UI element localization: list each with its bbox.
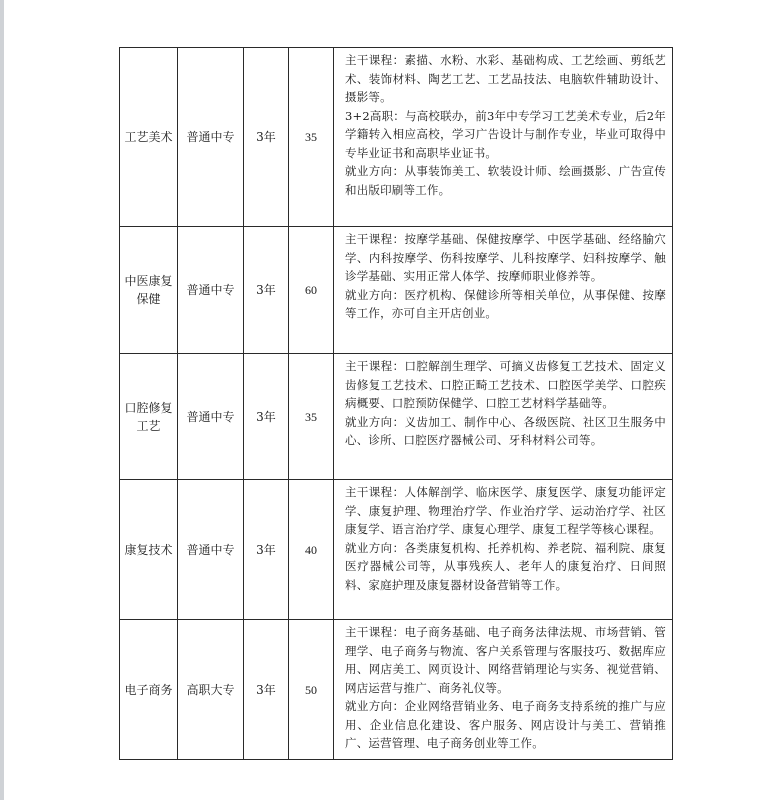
major-name: 中医康复保健 (120, 227, 178, 354)
major-name: 康复技术 (120, 480, 178, 620)
program-years: 3年 (244, 227, 289, 354)
description-paragraph: 就业方向：从事装饰美工、软装设计师、绘画摄影、广告宣传和出版印刷等工作。 (345, 164, 666, 197)
table-row (120, 48, 673, 227)
description-paragraph: 主干课程：电子商务基础、电子商务法律法规、市场营销、管理学、电子商务与物流、客户关系管理与客服技巧、数据库应用、网店美工、网页设计、网络营销理论与实务、视觉营销、网店运营与推广、商务礼仪等。 (345, 625, 666, 695)
table-row (120, 227, 673, 354)
program-description (334, 620, 673, 760)
description-paragraph: 3+2高职：与高校联办，前3年中专学习工艺美术专业，后2年学籍转入相应高校，学习广告设计与制作专业，毕业可取得中专毕业证书和高职毕业证书。 (345, 108, 666, 160)
major-name: 工艺美术 (120, 48, 178, 227)
enrollment-quota: 40 (289, 480, 334, 620)
major-name: 口腔修复工艺 (120, 354, 178, 480)
program-description (334, 227, 673, 354)
program-table (119, 47, 673, 760)
table-row (120, 620, 673, 760)
enrollment-quota: 60 (289, 227, 334, 354)
description-paragraph: 就业方向：义齿加工、制作中心、各级医院、社区卫生服务中心、诊所、口腔医疗器械公司、牙科材料公司等。 (345, 414, 666, 447)
program-years: 3年 (244, 354, 289, 480)
program-level: 普通中专 (178, 354, 244, 480)
program-level: 普通中专 (178, 48, 244, 227)
program-level: 普通中专 (178, 480, 244, 620)
description-paragraph: 主干课程：口腔解剖生理学、可摘义齿修复工艺技术、固定义齿修复工艺技术、口腔正畸工艺技术、口腔医学美学、口腔疾病概要、口腔预防保健学、口腔工艺材料学基础等。 (345, 359, 666, 410)
table-row (120, 354, 673, 480)
description-paragraph: 就业方向：企业网络营销业务、电子商务支持系统的推广与应用、企业信息化建设、客户服务、网店设计与美工、营销推广、运营管理、电子商务创业等工作。 (345, 699, 666, 750)
program-level: 高职大专 (178, 620, 244, 760)
program-description (334, 48, 673, 227)
program-years: 3年 (244, 620, 289, 760)
page-left-edge (0, 0, 4, 800)
table-row (120, 480, 673, 620)
program-level: 普通中专 (178, 227, 244, 354)
description-paragraph: 就业方向：医疗机构、保健诊所等相关单位，从事保健、按摩等工作，亦可自主开店创业。 (345, 287, 666, 320)
program-years: 3年 (244, 480, 289, 620)
program-description (334, 354, 673, 480)
description-paragraph: 主干课程：人体解剖学、临床医学、康复医学、康复功能评定学、康复护理、物理治疗学、作业治疗学、运动治疗学、社区康复学、语言治疗学、康复心理学、康复工程学等核心课程。 (345, 485, 666, 536)
program-years: 3年 (244, 48, 289, 227)
description-paragraph: 就业方向：各类康复机构、托养机构、养老院、福利院、康复医疗器械公司等，从事残疾人、老年人的康复治疗、日间照料、家庭护理及康复器材设备营销等工作。 (345, 540, 666, 592)
enrollment-quota: 35 (289, 48, 334, 227)
program-description (334, 480, 673, 620)
major-name: 电子商务 (120, 620, 178, 760)
description-paragraph: 主干课程：按摩学基础、保健按摩学、中医学基础、经络腧穴学、内科按摩学、伤科按摩学、儿科按摩学、妇科按摩学、触诊学基础、实用正常人体学、按摩师职业修养等。 (345, 232, 666, 283)
description-paragraph: 主干课程：素描、水粉、水彩、基础构成、工艺绘画、剪纸艺术、装饰材料、陶艺工艺、工艺品技法、电脑软件辅助设计、摄影等。 (345, 53, 666, 104)
enrollment-quota: 35 (289, 354, 334, 480)
enrollment-quota: 50 (289, 620, 334, 760)
